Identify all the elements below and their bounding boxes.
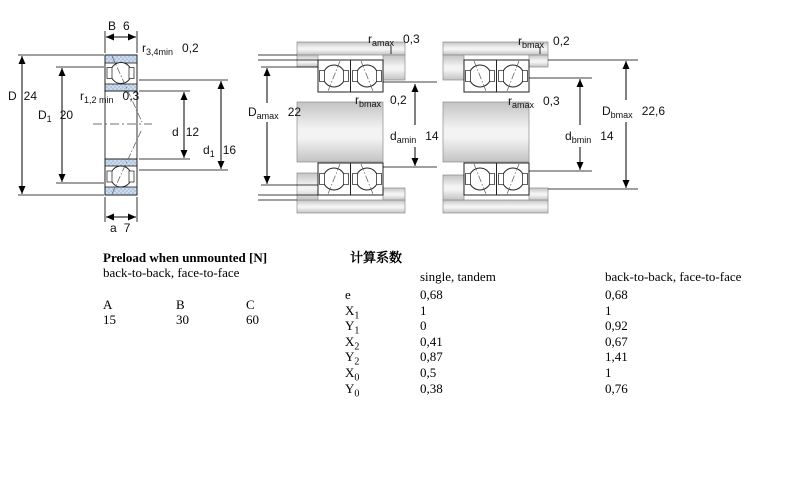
housing-shoulder (443, 55, 464, 80)
dim-label-a: a 7 (110, 221, 131, 235)
factors-rows (345, 287, 765, 400)
factor-value-single: 0,5 (420, 364, 437, 380)
factor-symbol: $Y_2$ (345, 349, 360, 368)
preload-col-header: C (246, 297, 255, 312)
preload-col-header: A (103, 297, 113, 312)
dim-label-D: D 24 (8, 89, 38, 103)
housing-shoulder (443, 175, 464, 200)
factor-value-paired: 1 (605, 302, 612, 318)
factor-value-single: 0,41 (420, 333, 443, 349)
housing-shoulder (297, 173, 318, 200)
preload-col-header: B (176, 297, 185, 312)
preload-subtitle: back-to-back, face-to-face (103, 265, 240, 280)
dim-label-ramax: $r_{amax}$ 0,3 (368, 32, 420, 48)
factor-value-single: 0 (420, 318, 427, 334)
dim-label-rbmax: $r_{bmax}$ 0,2 (518, 34, 570, 50)
factor-symbol: $X_1$ (345, 302, 360, 322)
dim-B (105, 31, 137, 53)
factors-row-e (345, 287, 765, 303)
factors-title: 计算系数 (350, 250, 403, 265)
factor-symbol: $X_0$ (345, 364, 360, 384)
dim-label-d: d 12 (172, 125, 200, 139)
left-bearing-view (8, 19, 236, 235)
cage (107, 68, 112, 79)
dim-label-d1: $d_1$ 16 (203, 143, 237, 159)
outer-ring-section (105, 55, 137, 63)
face-to-face-arrangement-view (443, 34, 665, 213)
dim-label-D1: $D_1$ 20 (38, 108, 74, 124)
dim-label-r12: $r_{1,2 min}$ 0,3 (80, 89, 140, 105)
outer-ring-section (105, 187, 137, 195)
factor-value-paired: 0,92 (605, 318, 628, 334)
factors-col2-header: back-to-back, face-to-face (605, 269, 742, 284)
housing-shoulder (529, 188, 548, 200)
back-to-back-arrangement-view (248, 32, 439, 213)
technical-drawing (0, 0, 800, 245)
dim-label-Damax: $D_{amax}$ 22 (248, 105, 302, 121)
preload-header-row (103, 297, 343, 312)
factor-value-single: 1 (420, 302, 427, 318)
preload-value: 60 (246, 312, 259, 327)
factor-value-single: 0,68 (420, 287, 443, 302)
cage (129, 68, 134, 79)
dim-label-Dbmax: $D_{bmax}$ 22,6 (602, 104, 666, 120)
housing-section (297, 200, 405, 213)
factor-symbol: $Y_0$ (345, 380, 360, 400)
housing-shoulder (383, 188, 405, 200)
factor-symbol: $X_2$ (345, 333, 360, 353)
preload-value: 30 (176, 312, 189, 327)
factors-row-X2 (345, 333, 765, 353)
factor-value-paired: 0,67 (605, 333, 628, 349)
preload-value: 15 (103, 312, 116, 327)
housing-shoulder (383, 55, 405, 80)
factor-symbol: $Y_1$ (345, 318, 360, 337)
factors-row-X1 (345, 302, 765, 322)
ball (111, 166, 132, 187)
factors-row-Y0 (345, 380, 765, 400)
shaft-section (297, 102, 383, 162)
factors-col1-header: single, tandem (420, 269, 496, 284)
factors-row-Y1 (345, 318, 765, 337)
inner-ring-section (105, 159, 137, 166)
ball (111, 63, 132, 84)
preload-table (103, 250, 343, 327)
dim-label-rbmax: $r_{bmax}$ 0,2 (355, 93, 407, 109)
dim-label-damin: $d_{amin}$ 14 (390, 129, 439, 145)
factor-value-single: 0,87 (420, 349, 443, 365)
preload-title: Preload when unmounted [N] (103, 250, 268, 265)
housing-shoulder (529, 55, 548, 67)
preload-value-row (103, 312, 343, 327)
factors-row-X0 (345, 364, 765, 384)
dim-d (139, 91, 190, 159)
factor-value-paired: 1 (605, 364, 612, 380)
housing-shoulder (297, 55, 318, 67)
shaft-section (443, 102, 529, 162)
factors-row-Y2 (345, 349, 765, 368)
dim-D (18, 55, 104, 195)
cage (129, 171, 134, 182)
dim-label-ramax: $r_{amax}$ 0,3 (508, 94, 560, 110)
factor-value-paired: 0,76 (605, 380, 628, 396)
factor-value-single: 0,38 (420, 380, 443, 396)
factor-value-paired: 0,68 (605, 287, 628, 302)
cage (107, 171, 112, 182)
factor-value-paired: 1,41 (605, 349, 628, 365)
factor-symbol: e (345, 287, 351, 302)
dim-label-B: B 6 (108, 19, 130, 33)
dim-label-r34: $r_{3,4min}$ 0,2 (142, 41, 199, 57)
dim-a (105, 197, 137, 222)
dim-D1 (56, 67, 104, 183)
dim-label-dbmin: $d_{bmin}$ 14 (565, 129, 614, 145)
housing-section (443, 200, 548, 213)
